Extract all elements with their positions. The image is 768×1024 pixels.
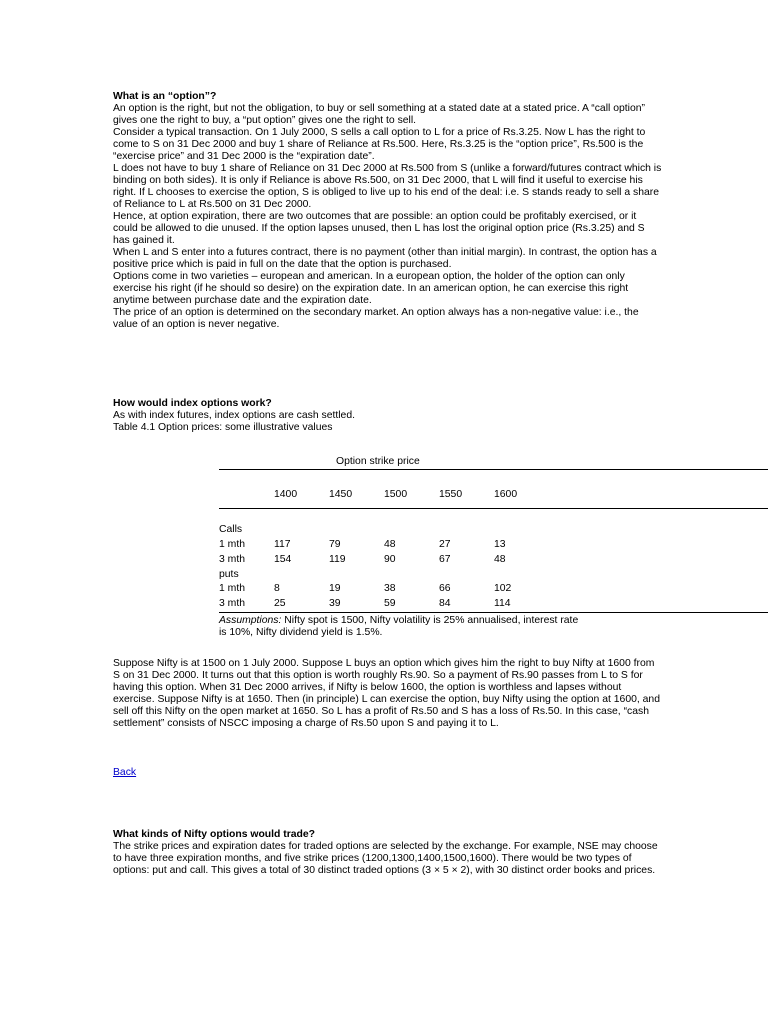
paragraph: When L and S enter into a futures contract, there is no payment (other than initial margin). In contrast, the option has a positive price which is paid in full on the date that the option is purchased. [113,247,657,270]
section-example [113,658,663,730]
calls-label: Calls [219,524,243,535]
table-cell: 19 [329,583,341,594]
table-cell: 102 [494,583,512,594]
table-cell: 66 [439,583,451,594]
table-cell: 8 [274,583,280,594]
paragraph: L does not have to buy 1 share of Reliance on 31 Dec 2000 at Rs.500 from S (unlike a forward/futures contract which is binding on both sides). It is only if Reliance is above Rs.500, on 31 Dec 2000, that L will find it useful to exercise his right. If L chooses to exercise the option, S is obliged to live up to his end of the deal: i.e. S stands ready to sell a share of Reliance to L at Rs.500 on 31 Dec 2000. [113,163,662,210]
table-assumptions [219,615,579,639]
section-what-is-option [113,91,663,331]
row-label: 1 mth [219,539,245,550]
table-cell: 119 [329,554,346,565]
table-cell: 25 [274,598,286,609]
heading-index-options: How would index options work? [113,398,272,409]
table-cell: 90 [384,554,396,565]
table-cell: 27 [439,539,451,550]
row-label: 3 mth [219,598,245,609]
strike-header: 1400 [274,489,298,500]
section-nifty-options [113,829,663,877]
back-link[interactable]: Back [113,767,137,778]
table-cell: 154 [274,554,292,565]
paragraph: Suppose Nifty is at 1500 on 1 July 2000. Suppose L buys an option which gives him the right to buy Nifty at 1600 from S on 31 Dec 2000. It turns out that this option is worth roughly Rs.90. So a payment of Rs.90 passes from L to S for having this option. When 31 Dec 2000 arrives, if Nifty is below 1600, the option is worthless and lapses without exercise. Suppose Nifty is at 1650. Then (in principle) L can exercise the option, buy Nifty using the option at 1600, and sell off this Nifty on the open market at 1650. So L has a profit of Rs.50 and S has a loss of Rs.50. In this case, “cash settlement” consists of NSCC imposing a charge of Rs.50 upon S and paying it to L. [113,658,660,729]
paragraph: An option is the right, but not the obligation, to buy or sell something at a stated date at a stated price. A “call option” gives one the right to buy, a “put option” gives one the right to sell. [113,103,645,126]
heading-what-is-option: What is an “option”? [113,91,217,102]
paragraph: Hence, at option expiration, there are two outcomes that are possible: an option could be profitably exercised, or it could be allowed to die unused. If the option lapses unused, then L has lost the original option price (Rs.3.25) and S has gained it. [113,211,645,246]
puts-label: puts [219,569,239,580]
table-top-rule [219,469,768,470]
table-cell: 38 [384,583,396,594]
table-caption: Table 4.1 Option prices: some illustrative values [113,422,333,433]
strike-header: 1550 [439,489,463,500]
table-cell: 39 [329,598,341,609]
table-cell: 13 [494,539,506,550]
heading-nifty-options: What kinds of Nifty options would trade? [113,829,316,840]
row-label: 3 mth [219,554,245,565]
paragraph: Options come in two varieties – european and american. In a european option, the holder of the option can only exercise his right (if he should so desire) on the expiration date. In an american option, he can exercise this right anytime between purchase date and the expiration date. [113,271,629,306]
table-cell: 67 [439,554,451,565]
table-cell: 48 [384,539,396,550]
table-cell: 59 [384,598,396,609]
table-bottom-rule [219,612,768,613]
strike-header: 1450 [329,489,353,500]
table-header-rule [219,508,768,509]
table-cell: 48 [494,554,506,565]
table-cell: 79 [329,539,341,550]
assumptions-label: Assumptions: [219,615,282,626]
paragraph: As with index futures, index options are cash settled. [113,410,356,421]
paragraph: The strike prices and expiration dates for traded options are selected by the exchange. For example, NSE may choose to have three expiration months, and five strike prices (1200,1300,1400,1500,1600). There would be two types of options: put and call. This gives a total of 30 distinct traded options (3 × 5 × 2), with 30 distinct order books and prices. [113,841,658,876]
strike-header: 1600 [494,489,518,500]
table-header-title: Option strike price [336,456,420,467]
paragraph: Consider a typical transaction. On 1 July 2000, S sells a call option to L for a price of Rs.3.25. Now L has the right to come to S on 31 Dec 2000 and buy 1 share of Reliance at Rs.500. Here, Rs.3.25 is the “option price”, Rs.500 is the “exercise price” and 31 Dec 2000 is the “expiration date”. [113,127,646,162]
strike-header: 1500 [384,489,408,500]
table-cell: 117 [274,539,291,550]
assumptions-text: Nifty spot is 1500, Nifty volatility is 25% annualised, interest rate is 10%, Nifty dividend yield is 1.5%. [219,615,579,638]
row-label: 1 mth [219,583,245,594]
table-cell: 84 [439,598,451,609]
table-cell: 114 [494,598,511,609]
section-index-options [113,398,663,434]
paragraph: The price of an option is determined on the secondary market. An option always has a non-negative value: i.e., the value of an option is never negative. [113,307,639,330]
